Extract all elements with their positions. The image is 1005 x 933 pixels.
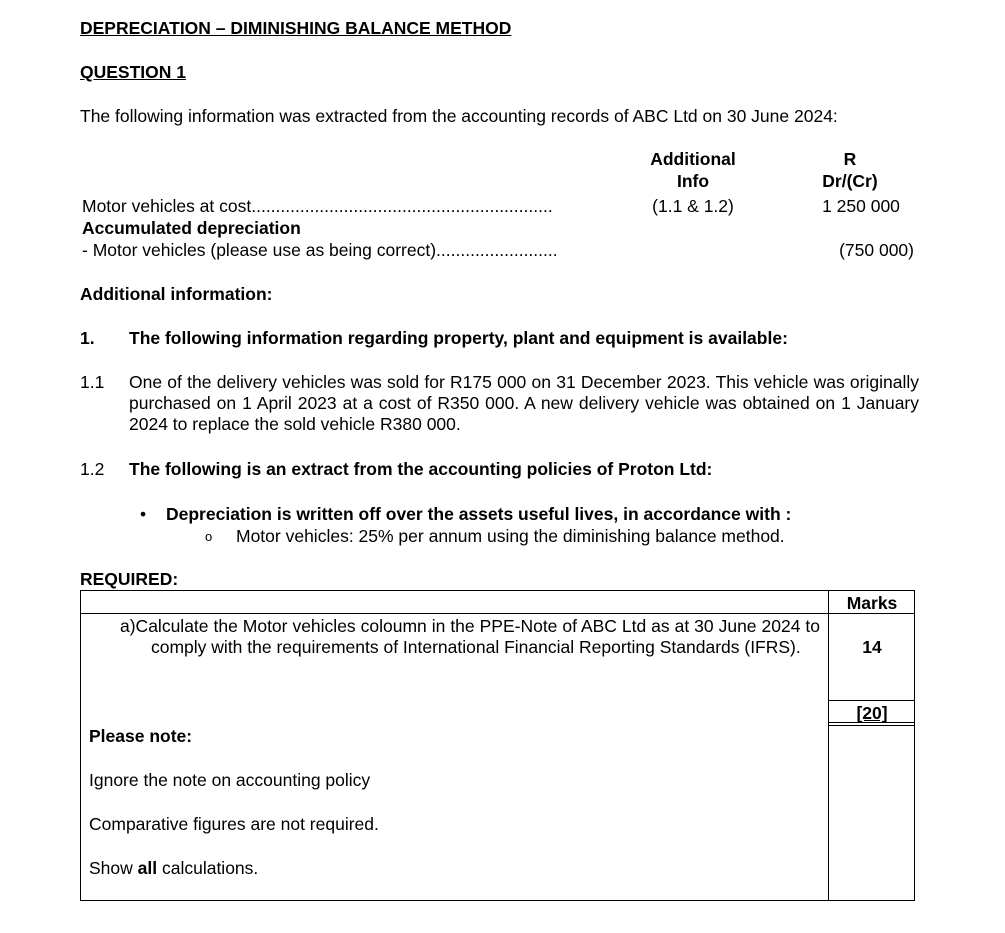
circle-bullet-icon: o xyxy=(205,529,213,544)
motor-vehicles-amount: 1 250 000 xyxy=(822,196,900,216)
marks-header: Marks xyxy=(846,593,898,613)
additional-info-heading: Additional information: xyxy=(80,284,273,304)
acc-dep-motor-label: - Motor vehicles (please use as being correct) xyxy=(82,240,437,260)
task-text: a)Calculate the Motor vehicles coloumn in the PPE-Note of ABC Ltd as at 30 June 2024 to comply with the requirements of International Financial Reporting Standards (IFRS). xyxy=(120,616,820,657)
motor-vehicles-info: (1.1 & 1.2) xyxy=(652,196,734,216)
item-1-2-text: The following is an extract from the accounting policies of Proton Ltd: xyxy=(129,459,713,479)
page-title: DEPRECIATION – DIMINISHING BALANCE METHOD xyxy=(80,18,512,38)
col-info-header-2: Info xyxy=(676,171,710,191)
task-marks: 14 xyxy=(862,637,882,657)
col-amount-header-1: R xyxy=(843,149,857,169)
acc-dep-motor-amount: (750 000) xyxy=(839,240,914,260)
total-top-divider xyxy=(828,700,915,701)
item-1-1-text: One of the delivery vehicles was sold for R175 000 on 31 December 2023. This vehicle was originally purchased on 1 April 2023 at a cost of R350 000. A new delivery vehicle was obtained on 1 January 2024 to replace the sold vehicle R380 000. xyxy=(129,372,919,434)
intro-text: The following information was extracted from the accounting records of ABC Ltd on 30 June 2024: xyxy=(80,106,838,126)
bullet-icon: • xyxy=(140,504,147,524)
col-amount-header-2: Dr/(Cr) xyxy=(822,171,878,191)
item-1-number: 1. xyxy=(80,328,95,348)
item-1-2-number: 1.2 xyxy=(80,459,105,479)
total-marks: [20] xyxy=(856,703,888,723)
note-heading: Please note: xyxy=(89,726,193,746)
required-heading: REQUIRED: xyxy=(80,569,179,589)
note-show-calculations: Show all calculations. xyxy=(89,858,259,878)
policy-bullet-text: Depreciation is written off over the assets useful lives, in accordance with : xyxy=(166,504,792,524)
note-ignore-policy: Ignore the note on accounting policy xyxy=(89,770,371,790)
ledger-row-acc-dep-motor xyxy=(82,240,558,261)
total-bottom-divider-2 xyxy=(828,725,915,726)
item-1-1-number: 1.1 xyxy=(80,372,105,392)
motor-vehicles-label: Motor vehicles at cost xyxy=(82,196,252,216)
col-info-header-1: Additional xyxy=(650,149,736,169)
policy-sub-bullet-text: Motor vehicles: 25% per annum using the diminishing balance method. xyxy=(236,526,785,546)
item-1-text: The following information regarding property, plant and equipment is available: xyxy=(129,328,788,348)
leader-dots: .............................................................. xyxy=(251,196,553,216)
header-row-divider xyxy=(80,613,915,614)
accumulated-depreciation-label: Accumulated depreciation xyxy=(82,218,301,238)
leader-dots: ......................... xyxy=(436,240,558,260)
ledger-row-motor-vehicles xyxy=(82,196,553,217)
question-heading: QUESTION 1 xyxy=(80,62,186,82)
note-comparative: Comparative figures are not required. xyxy=(89,814,379,834)
